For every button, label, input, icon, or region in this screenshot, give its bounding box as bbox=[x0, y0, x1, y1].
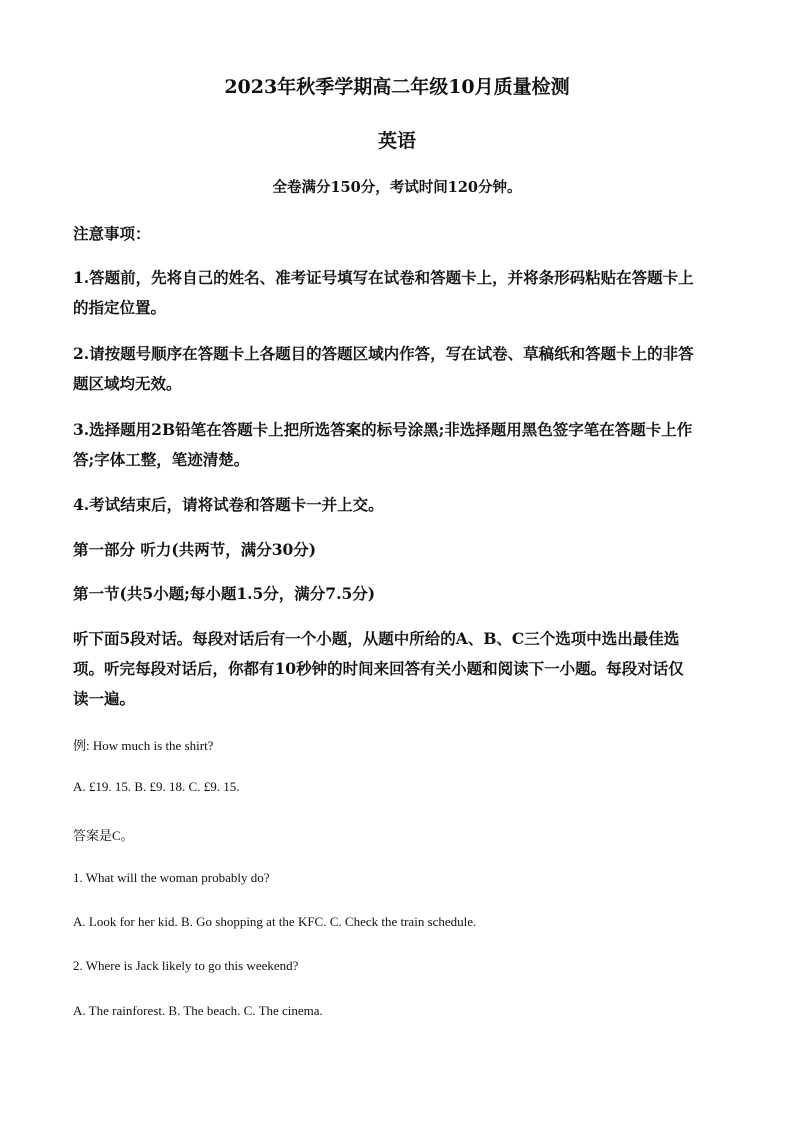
question-1: 1. What will the woman probably do? bbox=[73, 870, 270, 885]
note-3-line-1: 3.选择题用2B铅笔在答题卡上把所选答案的标号涂黑;非选择题用黑色签字笔在答题卡上作 bbox=[73, 420, 693, 439]
note-2-line-2: 题区域均无效。 bbox=[73, 374, 182, 393]
instructions-line-1: 听下面5段对话。每段对话后有一个小题，从题中所给的A、B、C三个选项中选出最佳选 bbox=[73, 629, 680, 648]
note-2-line-1: 2.请按题号顺序在答题卡上各题目的答题区域内作答，写在试卷、草稿纸和答题卡上的非答 bbox=[73, 344, 694, 363]
exam-title: 2023年秋季学期高二年级10月质量检测 bbox=[224, 76, 570, 98]
note-3-line-2: 答;字体工整，笔迹清楚。 bbox=[73, 450, 250, 469]
example-question: 例: How much is the shirt? bbox=[73, 738, 214, 753]
instructions-line-2: 项。听完每段对话后，你都有10秒钟的时间来回答有关小题和阅读下一小题。每段对话仅 bbox=[73, 659, 684, 678]
notes-heading: 注意事项： bbox=[73, 224, 151, 243]
example-options: A. £19. 15. B. £9. 18. C. £9. 15. bbox=[73, 779, 240, 794]
question-2: 2. Where is Jack likely to go this weekend? bbox=[73, 958, 299, 973]
note-1-line-1: 1.答题前，先将自己的姓名、准考证号填写在试卷和答题卡上，并将条形码粘贴在答题卡上 bbox=[73, 268, 694, 287]
note-4-line-1: 4.考试结束后，请将试卷和答题卡一并上交。 bbox=[73, 495, 384, 514]
part1-heading: 第一部分 听力(共两节，满分30分) bbox=[73, 540, 317, 559]
note-1-line-2: 的指定位置。 bbox=[73, 298, 167, 317]
exam-info: 全卷满分150分，考试时间120分钟。 bbox=[272, 179, 522, 196]
question-2-options: A. The rainforest. B. The beach. C. The cinema. bbox=[73, 1003, 323, 1018]
section1-heading: 第一节(共5小题;每小题1.5分，满分7.5分) bbox=[73, 584, 376, 603]
question-1-options: A. Look for her kid. B. Go shopping at the KFC. C. Check the train schedule. bbox=[73, 914, 477, 929]
instructions-line-3: 读一遍。 bbox=[73, 689, 136, 708]
example-answer: 答案是C。 bbox=[73, 828, 134, 843]
subject-title: 英语 bbox=[377, 130, 416, 152]
